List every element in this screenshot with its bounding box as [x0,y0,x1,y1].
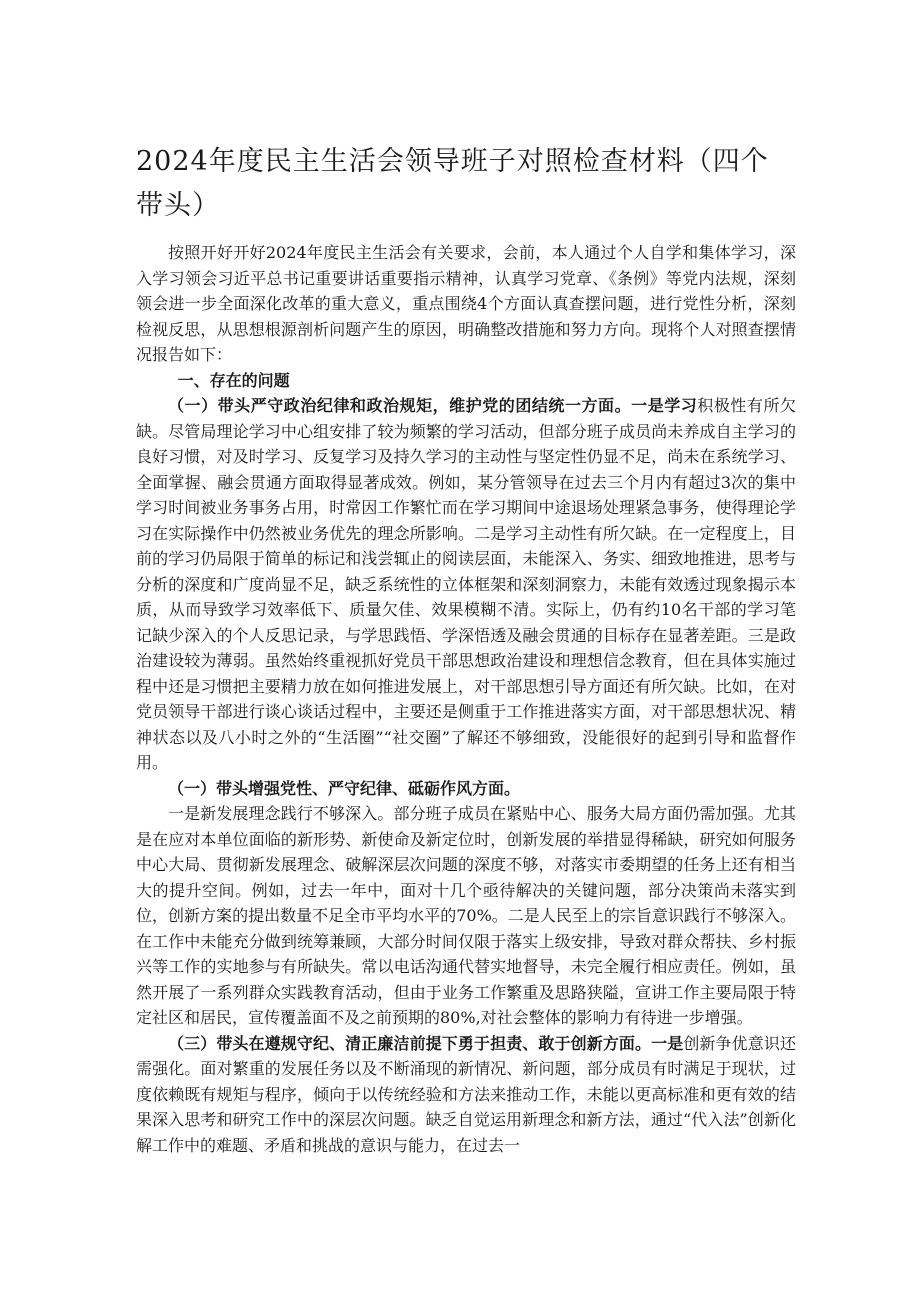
item-1-paragraph [136,393,796,776]
document-title: 2024年度民主生活会领导班子对照检查材料（四个带头） [136,146,769,221]
item-3-text: 创新争优意识还需强化。面对繁重的发展任务以及不断涌现的新情况、新问题，部分成员有时满足于现状，过度依赖既有规矩与程序，倾向于以传统经验和方法来推动工作，未能以更高标准和更有效的结果深入思考和研究工作中的深层次问题。缺乏自觉运用新理念和新方法，通过“代入法”创新化解工作中的难题、矛盾和挑战的意识与能力，在过去一 [136,1033,796,1155]
item-1-heading: （一）带头严守政治纪律和政治规矩，维护党的团结统一方面。一是学习 [168,396,698,415]
document-body [136,240,796,1158]
item-1-text: 积极性有所欠缺。尽管局理论学习中心组安排了较为频繁的学习活动，但部分班子成员尚未养成自主学习的良好习惯，对及时学习、反复学习及持久学习的主动性与坚定性仍显不足，尚未在系统学习、全面掌握、融会贯通方面取得显著成效。例如，某分管领导在过去三个月内有超过3次的集中学习时间被业务事务占用，时常因工作繁忙而在学习期间中途退场处理紧急事务，使得理论学习在实际操作中仍然被业务优先的理念所影响。二是学习主动性有所欠缺。在一定程度上，目前的学习仍局限于简单的标记和浅尝辄止的阅读层面，未能深入、务实、细致地推进，思考与分析的深度和广度尚显不足，缺乏系统性的立体框架和深刻洞察力，未能有效透过现象揭示本质，从而导致学习效率低下、质量欠佳、效果模糊不清。实际上，仍有约10名干部的学习笔记缺少深入的个人反思记录，与学思践悟、学深悟透及融会贯通的目标存在显著差距。三是政治建设较为薄弱。虽然始终重视抓好党员干部思想政治建设和理想信念教育，但在具体实施过程中还是习惯把主要精力放在如何推进发展上，对干部思想引导方面还有所欠缺。比如，在对党员领导干部进行谈心谈话过程中，主要还是侧重于工作推进落实方面，对干部思想状况、精神状态以及八小时之外的“生活圈”“社交圈”了解还不够细致，没能很好的起到引导和监督作用。 [136,396,796,772]
intro-paragraph: 按照开好开好2024年度民主生活会有关要求，会前，本人通过个人自学和集体学习，深入学习领会习近平总书记重要讲话重要指示精神，认真学习党章、《条例》等党内法规，深刻领会进一步全面深化改革的重大意义，重点围绕4个方面认真查摆问题，进行党性分析，深刻检视反思，从思想根源剖析问题产生的原因，明确整改措施和努力方向。现将个人对照查摆情况报告如下： [136,243,796,364]
item-2-heading-paragraph [136,776,796,802]
section-heading: 一、存在的问题 [177,370,290,390]
item-2-paragraph: 一是新发展理念践行不够深入。部分班子成员在紧贴中心、服务大局方面仍需加强。尤其是在应对本单位面临的新形势、新使命及新定位时，创新发展的举措显得稀缺，研究如何服务中心大局、贯彻新发展理念、破解深层次问题的深度不够，对落实市委期望的任务上还有相当大的提升空间。例如，过去一年中，面对十几个亟待解决的关键问题，部分决策尚未落实到位，创新方案的提出数量不足全市平均水平的70%。二是人民至上的宗旨意识践行不够深入。在工作中未能充分做到统筹兼顾，大部分时间仅限于落实上级安排，导致对群众帮扶、乡村振兴等工作的实地参与有所缺失。常以电话沟通代替实地督导，未完全履行相应责任。例如，虽然开展了一系列群众实践教育活动，但由于业务工作繁重及思路狭隘，宣讲工作主要局限于特定社区和居民，宣传覆盖面不及之前预期的80%,对社会整体的影响力有待进一步增强。 [136,804,796,1027]
item-3-heading: （三）带头在遵规守纪、清正廉洁前提下勇于担责、敢于创新方面。一是 [168,1033,684,1053]
item-3-paragraph [136,1031,796,1159]
item-2-heading: （一）带头增强党性、严守纪律、砥砺作风方面。 [168,778,521,798]
